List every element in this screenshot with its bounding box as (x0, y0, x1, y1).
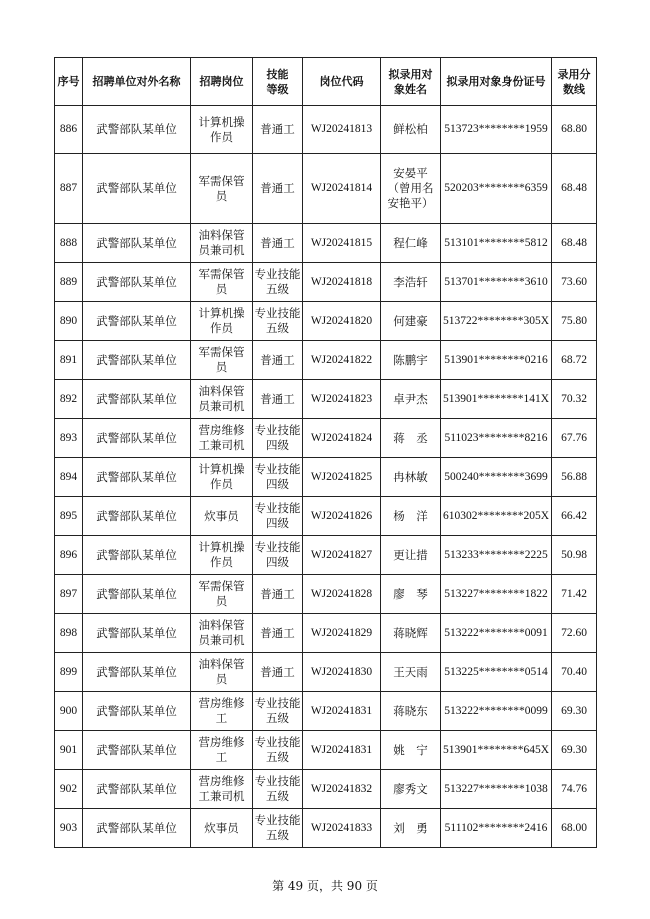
row-score: 69.30 (552, 692, 597, 731)
row-position: 油料保管员兼司机 (191, 614, 253, 653)
row-unit: 武警部队某单位 (83, 770, 191, 809)
row-level: 普通工 (253, 614, 303, 653)
row-code: WJ20241829 (303, 614, 381, 653)
header-seq: 序号 (55, 58, 83, 106)
table-row (55, 809, 597, 848)
row-unit: 武警部队某单位 (83, 419, 191, 458)
row-level: 专业技能五级 (253, 770, 303, 809)
row-code: WJ20241831 (303, 731, 381, 770)
row-seq: 903 (55, 809, 83, 848)
row-score: 75.80 (552, 302, 597, 341)
row-seq: 888 (55, 224, 83, 263)
row-name: 蒋 丞 (381, 419, 441, 458)
row-position: 计算机操作员 (191, 106, 253, 154)
header-unit: 招聘单位对外名称 (83, 58, 191, 106)
row-idnum: 513101********5812 (441, 224, 552, 263)
row-unit: 武警部队某单位 (83, 341, 191, 380)
row-code: WJ20241823 (303, 380, 381, 419)
table-row (55, 263, 597, 302)
row-position: 军需保管员 (191, 341, 253, 380)
row-code: WJ20241831 (303, 692, 381, 731)
row-name: 卓尹杰 (381, 380, 441, 419)
row-idnum: 610302********205X (441, 497, 552, 536)
row-unit: 武警部队某单位 (83, 536, 191, 575)
row-code: WJ20241824 (303, 419, 381, 458)
header-idnum: 拟录用对象身份证号 (441, 58, 552, 106)
table-row (55, 497, 597, 536)
row-seq: 900 (55, 692, 83, 731)
table-header (55, 58, 597, 106)
row-score: 69.30 (552, 731, 597, 770)
row-unit: 武警部队某单位 (83, 731, 191, 770)
row-idnum: 513901********0216 (441, 341, 552, 380)
row-seq: 897 (55, 575, 83, 614)
row-code: WJ20241820 (303, 302, 381, 341)
row-code: WJ20241818 (303, 263, 381, 302)
row-code: WJ20241832 (303, 770, 381, 809)
row-position: 计算机操作员 (191, 458, 253, 497)
header-name: 拟录用对象姓名 (381, 58, 441, 106)
row-unit: 武警部队某单位 (83, 497, 191, 536)
header-position: 招聘岗位 (191, 58, 253, 106)
row-level: 专业技能五级 (253, 731, 303, 770)
row-seq: 894 (55, 458, 83, 497)
row-seq: 886 (55, 106, 83, 154)
row-position: 计算机操作员 (191, 302, 253, 341)
row-position: 军需保管员 (191, 263, 253, 302)
row-seq: 890 (55, 302, 83, 341)
table-row (55, 154, 597, 224)
header-level: 技能等级 (253, 58, 303, 106)
row-idnum: 500240********3699 (441, 458, 552, 497)
hiring-roster-table (54, 57, 597, 848)
row-score: 68.72 (552, 341, 597, 380)
row-seq: 891 (55, 341, 83, 380)
row-unit: 武警部队某单位 (83, 653, 191, 692)
row-idnum: 513901********141X (441, 380, 552, 419)
row-unit: 武警部队某单位 (83, 809, 191, 848)
row-level: 专业技能五级 (253, 302, 303, 341)
row-score: 71.42 (552, 575, 597, 614)
row-name: 姚 宁 (381, 731, 441, 770)
row-score: 66.42 (552, 497, 597, 536)
row-idnum: 513227********1038 (441, 770, 552, 809)
row-code: WJ20241815 (303, 224, 381, 263)
row-level: 专业技能五级 (253, 809, 303, 848)
row-level: 普通工 (253, 575, 303, 614)
row-code: WJ20241825 (303, 458, 381, 497)
table-body (55, 106, 597, 848)
header-score: 录用分数线 (552, 58, 597, 106)
row-unit: 武警部队某单位 (83, 263, 191, 302)
row-name: 刘 勇 (381, 809, 441, 848)
row-level: 专业技能五级 (253, 263, 303, 302)
table-row (55, 770, 597, 809)
row-score: 50.98 (552, 536, 597, 575)
row-code: WJ20241827 (303, 536, 381, 575)
row-position: 油料保管员 (191, 653, 253, 692)
row-score: 70.32 (552, 380, 597, 419)
row-idnum: 511102********2416 (441, 809, 552, 848)
row-level: 普通工 (253, 224, 303, 263)
row-name: 安晏平（曾用名安艳平） (381, 154, 441, 224)
row-seq: 901 (55, 731, 83, 770)
row-seq: 892 (55, 380, 83, 419)
row-code: WJ20241833 (303, 809, 381, 848)
row-position: 营房维修工 (191, 731, 253, 770)
row-name: 蒋晓东 (381, 692, 441, 731)
header-code: 岗位代码 (303, 58, 381, 106)
row-score: 73.60 (552, 263, 597, 302)
row-position: 油料保管员兼司机 (191, 380, 253, 419)
row-position: 炊事员 (191, 497, 253, 536)
table-row (55, 106, 597, 154)
row-unit: 武警部队某单位 (83, 154, 191, 224)
row-code: WJ20241830 (303, 653, 381, 692)
row-unit: 武警部队某单位 (83, 692, 191, 731)
row-unit: 武警部队某单位 (83, 575, 191, 614)
row-position: 炊事员 (191, 809, 253, 848)
row-position: 油料保管员兼司机 (191, 224, 253, 263)
row-level: 普通工 (253, 106, 303, 154)
row-name: 蒋晓辉 (381, 614, 441, 653)
row-position: 营房维修工兼司机 (191, 419, 253, 458)
row-name: 更让措 (381, 536, 441, 575)
table-row (55, 536, 597, 575)
row-unit: 武警部队某单位 (83, 224, 191, 263)
row-position: 营房维修工兼司机 (191, 770, 253, 809)
row-idnum: 520203********6359 (441, 154, 552, 224)
row-level: 专业技能四级 (253, 536, 303, 575)
row-score: 68.80 (552, 106, 597, 154)
row-idnum: 513722********305X (441, 302, 552, 341)
row-seq: 898 (55, 614, 83, 653)
table-row (55, 653, 597, 692)
row-idnum: 513225********0514 (441, 653, 552, 692)
row-code: WJ20241826 (303, 497, 381, 536)
row-code: WJ20241828 (303, 575, 381, 614)
row-score: 68.48 (552, 224, 597, 263)
row-seq: 889 (55, 263, 83, 302)
row-level: 普通工 (253, 380, 303, 419)
row-position: 计算机操作员 (191, 536, 253, 575)
table-row (55, 731, 597, 770)
row-score: 68.00 (552, 809, 597, 848)
table-row (55, 458, 597, 497)
row-level: 普通工 (253, 154, 303, 224)
row-seq: 887 (55, 154, 83, 224)
row-idnum: 513701********3610 (441, 263, 552, 302)
row-idnum: 513227********1822 (441, 575, 552, 614)
row-name: 王天雨 (381, 653, 441, 692)
row-seq: 893 (55, 419, 83, 458)
table-row (55, 419, 597, 458)
row-unit: 武警部队某单位 (83, 106, 191, 154)
row-idnum: 511023********8216 (441, 419, 552, 458)
row-idnum: 513233********2225 (441, 536, 552, 575)
table-row (55, 302, 597, 341)
table-row (55, 614, 597, 653)
table-row (55, 575, 597, 614)
row-name: 陈鹏宇 (381, 341, 441, 380)
row-score: 72.60 (552, 614, 597, 653)
row-score: 67.76 (552, 419, 597, 458)
row-position: 军需保管员 (191, 154, 253, 224)
row-score: 74.76 (552, 770, 597, 809)
row-idnum: 513901********645X (441, 731, 552, 770)
row-level: 普通工 (253, 341, 303, 380)
row-score: 56.88 (552, 458, 597, 497)
row-position: 营房维修工 (191, 692, 253, 731)
row-score: 70.40 (552, 653, 597, 692)
row-unit: 武警部队某单位 (83, 614, 191, 653)
row-code: WJ20241814 (303, 154, 381, 224)
row-seq: 895 (55, 497, 83, 536)
row-idnum: 513723********1959 (441, 106, 552, 154)
row-name: 李浩轩 (381, 263, 441, 302)
table-row (55, 380, 597, 419)
row-unit: 武警部队某单位 (83, 302, 191, 341)
row-idnum: 513222********0099 (441, 692, 552, 731)
row-seq: 902 (55, 770, 83, 809)
page-footer: 第 49 页，共 90 页 (272, 879, 378, 893)
row-unit: 武警部队某单位 (83, 458, 191, 497)
row-level: 专业技能五级 (253, 692, 303, 731)
row-level: 普通工 (253, 653, 303, 692)
table-row (55, 224, 597, 263)
row-level: 专业技能四级 (253, 497, 303, 536)
row-idnum: 513222********0091 (441, 614, 552, 653)
row-code: WJ20241822 (303, 341, 381, 380)
row-name: 杨 洋 (381, 497, 441, 536)
row-position: 军需保管员 (191, 575, 253, 614)
row-name: 廖秀文 (381, 770, 441, 809)
row-seq: 899 (55, 653, 83, 692)
row-name: 廖 琴 (381, 575, 441, 614)
row-unit: 武警部队某单位 (83, 380, 191, 419)
row-level: 专业技能四级 (253, 458, 303, 497)
row-name: 程仁峰 (381, 224, 441, 263)
row-seq: 896 (55, 536, 83, 575)
row-name: 鲜松柏 (381, 106, 441, 154)
row-code: WJ20241813 (303, 106, 381, 154)
row-level: 专业技能四级 (253, 419, 303, 458)
row-score: 68.48 (552, 154, 597, 224)
table-row (55, 341, 597, 380)
row-name: 冉林敏 (381, 458, 441, 497)
row-name: 何建豪 (381, 302, 441, 341)
table-row (55, 692, 597, 731)
